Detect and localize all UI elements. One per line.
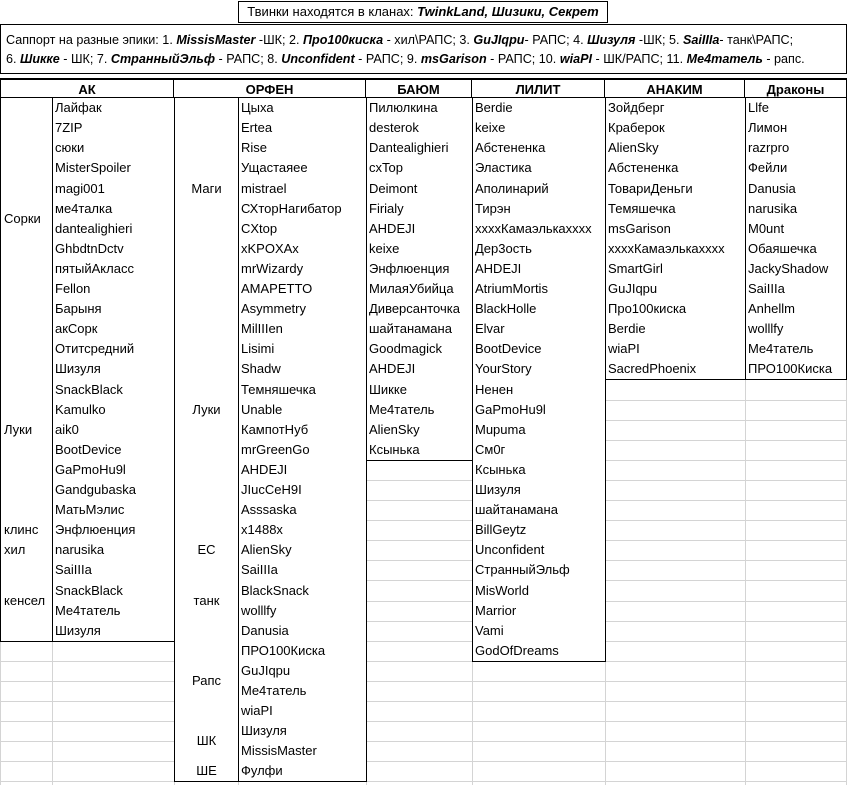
player-name-cell: BillGeytz <box>472 520 606 541</box>
player-name-cell: Me4тaтель <box>52 601 175 622</box>
player-name-cell: Дер3ость <box>472 239 606 260</box>
player-name-cell: BootDevice <box>52 440 175 461</box>
support-player-name: Шикке <box>20 52 60 66</box>
player-name-cell: Цыха <box>238 98 367 119</box>
player-name-cell: Фейли <box>745 158 847 179</box>
player-name-cell: M0unt <box>745 219 847 240</box>
player-name-cell: wolllfy <box>745 319 847 340</box>
player-name-cell: xxxxКамаэлькaxxxx <box>472 219 606 240</box>
player-name-cell: x1488x <box>238 520 367 541</box>
support-text: 6. <box>6 52 21 66</box>
player-name-cell: mrGreenGo <box>238 440 367 461</box>
player-name-cell: пятыйАкласс <box>52 259 175 280</box>
player-name-cell: Rise <box>238 138 367 159</box>
support-player-name: GuJIqpu <box>473 33 525 47</box>
player-name-cell: wiaPI <box>238 701 367 722</box>
support-player-name: Me4тaтель <box>686 52 763 66</box>
player-name-cell: Unable <box>238 400 367 421</box>
player-name-cell: Аполинарий <box>472 178 606 200</box>
group-label: ШК <box>174 721 239 762</box>
player-name-cell: aik0 <box>52 420 175 441</box>
player-name-cell: Shadw <box>238 359 367 380</box>
player-name-cell: MisWorld <box>472 580 606 602</box>
player-name-cell: JackyShadow <box>745 259 847 280</box>
player-name-cell: Про100киска <box>605 299 746 320</box>
player-name-cell: AHDEJI <box>238 460 367 481</box>
player-name-cell: mrWizardy <box>238 259 367 280</box>
player-name-cell: SnackBlack <box>52 580 175 602</box>
clans-title <box>238 1 608 23</box>
group-label: Рапс <box>174 641 239 722</box>
player-name-cell: Dantealighieri <box>366 138 473 159</box>
player-name-cell: Лайфак <box>52 98 175 119</box>
player-name-cell: keixe <box>366 239 473 260</box>
player-name-cell: шайтанамана <box>472 500 606 521</box>
group-label: Луки <box>0 339 53 521</box>
player-name-cell: Энфлюенция <box>52 520 175 541</box>
player-name-cell: Berdie <box>605 319 746 340</box>
player-name-cell: Ущастаяее <box>238 158 367 179</box>
header-ak: АК <box>0 78 174 98</box>
player-name-cell: JIucCeH9I <box>238 480 367 501</box>
player-name-cell: GodOfDreams <box>472 641 606 662</box>
player-name-cell: dantealighieri <box>52 219 175 240</box>
player-name-cell: Пилюлкина <box>366 98 473 119</box>
player-name-cell: Фулфи <box>238 761 367 782</box>
player-name-cell: шайтанамана <box>366 319 473 340</box>
player-name-cell: Эластика <box>472 158 606 179</box>
player-name-cell: Абстененка <box>472 138 606 159</box>
support-player-name: Unconfident <box>281 52 355 66</box>
player-name-cell: magi001 <box>52 178 175 200</box>
group-label: Луки <box>174 279 239 541</box>
support-text: Саппорт на разные эпики: 1. <box>6 33 177 47</box>
player-name-cell: ПРО100Киска <box>238 641 367 662</box>
player-name-cell: Me4тaтель <box>745 339 847 360</box>
player-name-cell: Лимон <box>745 118 847 139</box>
player-name-cell: Marrior <box>472 601 606 622</box>
player-name-cell: AtriumMortis <box>472 279 606 300</box>
player-name-cell: xxxxКамаэлькaxxxx <box>605 239 746 260</box>
support-player-name: SaiIIIa <box>682 33 720 47</box>
header-baum: БАЮМ <box>366 78 472 98</box>
player-name-cell: GuJIqpu <box>238 661 367 682</box>
header-drakony: Драконы <box>745 78 847 98</box>
player-name-cell: Danusia <box>238 621 367 642</box>
player-name-cell: SaiIIIa <box>52 560 175 581</box>
player-name-cell: Диверсанточка <box>366 299 473 320</box>
player-name-cell: wiaPI <box>605 339 746 360</box>
support-player-name: Шизуля <box>587 33 636 47</box>
player-name-cell: Lisimi <box>238 339 367 360</box>
player-name-cell: Gandgubaska <box>52 480 175 501</box>
player-name-cell: Абстененка <box>605 158 746 179</box>
player-name-cell: CXtop <box>238 219 367 240</box>
player-name-cell: xKPOXAx <box>238 239 367 260</box>
player-name-cell: Kamulko <box>52 400 175 421</box>
group-label: ЕС <box>174 540 239 561</box>
support-note <box>0 24 847 74</box>
player-name-cell: AlienSky <box>366 420 473 441</box>
player-name-cell: КампотНуб <box>238 420 367 441</box>
player-name-cell: Барыня <box>52 299 175 320</box>
title-prefix: Твинки находятся в кланах: <box>247 4 418 19</box>
player-name-cell: SacredPhoenix <box>605 359 746 380</box>
player-name-cell: ПРО100Киска <box>745 359 847 380</box>
player-name-cell: BlackHolle <box>472 299 606 320</box>
player-name-cell: Шикке <box>366 379 473 401</box>
group-label: ШЕ <box>174 761 239 782</box>
player-name-cell: Отитсредний <box>52 339 175 360</box>
player-name-cell: GuJIqpu <box>605 279 746 300</box>
support-player-name: Про100киска <box>303 33 384 47</box>
support-text: -ШК; 2. <box>255 33 303 47</box>
player-name-cell: СтранныйЭльф <box>472 560 606 581</box>
player-name-cell: Goodmagick <box>366 339 473 360</box>
group-label: танк <box>174 560 239 642</box>
player-name-cell: Llfe <box>745 98 847 119</box>
player-name-cell: Elvar <box>472 319 606 340</box>
player-name-cell: Anhellm <box>745 299 847 320</box>
player-name-cell: Fellon <box>52 279 175 300</box>
player-name-cell: Энфлюенция <box>366 259 473 280</box>
player-name-cell: сюки <box>52 138 175 159</box>
player-name-cell: AHDEJI <box>366 219 473 240</box>
player-name-cell: AMAPETTO <box>238 279 367 300</box>
player-name-cell: акСорк <box>52 319 175 340</box>
player-name-cell: wolllfy <box>238 601 367 622</box>
player-name-cell: SnackBlack <box>52 379 175 401</box>
support-text: -ШК; 5. <box>635 33 683 47</box>
player-name-cell: Шизуля <box>238 721 367 742</box>
group-label: хил <box>0 540 53 561</box>
player-name-cell: keixe <box>472 118 606 139</box>
player-name-cell: AHDEJI <box>366 359 473 380</box>
group-label: клинс <box>0 520 53 541</box>
group-label: Маги <box>174 98 239 280</box>
group-label: Сорки <box>0 98 53 340</box>
player-name-cell: Краберок <box>605 118 746 139</box>
player-name-cell: См0г <box>472 440 606 461</box>
support-text: - ШК; 7. <box>59 52 111 66</box>
support-player-name: msGarison <box>420 52 487 66</box>
player-name-cell: Темяшечка <box>605 199 746 220</box>
header-lilit: ЛИЛИТ <box>472 78 605 98</box>
player-name-cell: ТовариДеньги <box>605 178 746 200</box>
support-player-name: wiaPI <box>559 52 593 66</box>
player-name-cell: Зойдберг <box>605 98 746 119</box>
player-name-cell: МатьМэлис <box>52 500 175 521</box>
player-name-cell: narusika <box>745 199 847 220</box>
player-name-cell: Ксынька <box>472 460 606 481</box>
player-name-cell: Мupuma <box>472 420 606 441</box>
support-line-2 <box>6 50 842 69</box>
title-clans: TwinkLand, Шизики, Секрет <box>417 4 599 19</box>
player-name-cell: Тирэн <box>472 199 606 220</box>
support-line-1 <box>6 31 842 50</box>
player-name-cell: Me4тaтель <box>366 400 473 421</box>
player-name-cell: desterok <box>366 118 473 139</box>
player-name-cell: BootDevice <box>472 339 606 360</box>
support-text: - РАПС; 10. <box>486 52 560 66</box>
player-name-cell: Шизуля <box>52 359 175 380</box>
support-text: - хил\РАПС; 3. <box>383 33 474 47</box>
player-name-cell: MisterSpoiler <box>52 158 175 179</box>
player-name-cell: Unconfident <box>472 540 606 561</box>
player-name-cell: AHDEJI <box>472 259 606 280</box>
player-name-cell: Me4тaтель <box>238 681 367 702</box>
player-name-cell: Шизуля <box>52 621 175 642</box>
player-name-cell: MissisMaster <box>238 741 367 762</box>
support-text: - РАПС; 9. <box>354 52 421 66</box>
player-name-cell: SaiIIIa <box>238 560 367 581</box>
player-name-cell: Шизуля <box>472 480 606 501</box>
player-name-cell: Danusia <box>745 178 847 200</box>
player-name-cell: СХторНагибатор <box>238 199 367 220</box>
player-name-cell: GaPmoHu9l <box>52 460 175 481</box>
player-name-cell: mistrael <box>238 178 367 200</box>
support-text: - РАПС; 8. <box>215 52 282 66</box>
support-text: - РАПС; 4. <box>524 33 588 47</box>
player-name-cell: SaiIIIa <box>745 279 847 300</box>
player-name-cell: GaPmoHu9l <box>472 400 606 421</box>
header-anakim: АНАКИМ <box>605 78 745 98</box>
player-name-cell: Ненен <box>472 379 606 401</box>
player-name-cell: Vami <box>472 621 606 642</box>
player-name-cell: razrpro <box>745 138 847 159</box>
support-text: - рапс. <box>762 52 805 66</box>
player-name-cell: Firialy <box>366 199 473 220</box>
player-name-cell: MilIIIen <box>238 319 367 340</box>
support-text: - танк\РАПС; <box>719 33 794 47</box>
support-player-name: СтранныйЭльф <box>110 52 216 66</box>
player-name-cell: МилаяУбийца <box>366 279 473 300</box>
player-name-cell: BlackSnack <box>238 580 367 602</box>
player-name-cell: 7ZIP <box>52 118 175 139</box>
player-name-cell: cxTop <box>366 158 473 179</box>
player-name-cell: Asssaska <box>238 500 367 521</box>
support-player-name: MissisMaster <box>176 33 256 47</box>
group-label: кенсел <box>0 560 53 642</box>
player-name-cell: Ксынька <box>366 440 473 461</box>
player-name-cell: Berdie <box>472 98 606 119</box>
support-text: - ШК/РАПС; 11. <box>592 52 687 66</box>
player-name-cell: Темняшечка <box>238 379 367 401</box>
player-name-cell: ме4талка <box>52 199 175 220</box>
header-orfen: ОРФЕН <box>174 78 366 98</box>
player-name-cell: narusika <box>52 540 175 561</box>
player-name-cell: Deimont <box>366 178 473 200</box>
player-name-cell: AlienSky <box>605 138 746 159</box>
player-name-cell: YourStory <box>472 359 606 380</box>
player-name-cell: Обаяшечка <box>745 239 847 260</box>
player-name-cell: Asymmetry <box>238 299 367 320</box>
player-name-cell: SmartGirl <box>605 259 746 280</box>
player-name-cell: msGarison <box>605 219 746 240</box>
player-name-cell: AlienSky <box>238 540 367 561</box>
player-name-cell: Ertea <box>238 118 367 139</box>
player-name-cell: GhbdtnDctv <box>52 239 175 260</box>
